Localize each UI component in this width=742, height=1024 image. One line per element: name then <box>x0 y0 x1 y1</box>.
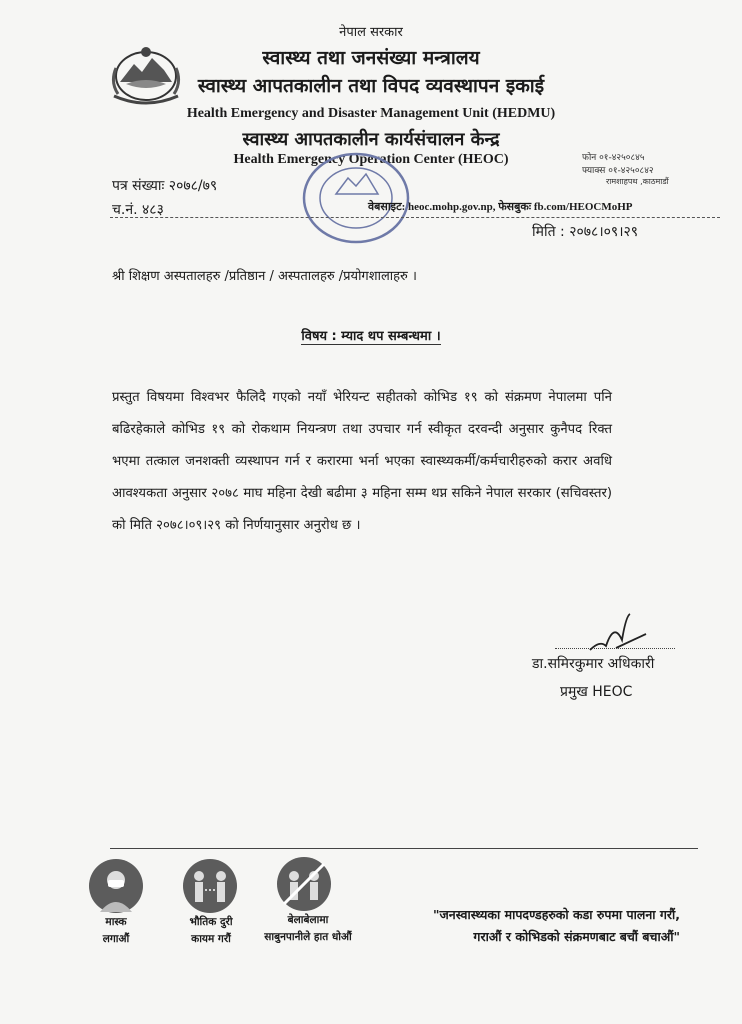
mask-caption-line1: मास्क <box>105 916 127 928</box>
mask-icon <box>88 858 144 914</box>
reference-number: पत्र संख्याः २०७८/७९ <box>112 178 218 194</box>
subject-text: विषय : म्याद थप सम्बन्धमा । <box>301 329 441 344</box>
signature-line <box>555 648 675 649</box>
handwash-caption-line1: बेलाबेलामा <box>287 914 329 926</box>
handwash-caption <box>250 912 366 946</box>
signatory-title: प्रमुख HEOC <box>560 684 633 700</box>
ministry-title: स्वास्थ्य तथा जनसंख्या मन्त्रालय <box>262 47 480 69</box>
office-location: रामशाहपथ ,काठमाडौं <box>606 177 669 186</box>
footer-quote-line2: गराऔं र कोभिडको संक्रमणबाट बचौं बचाऔं" <box>473 929 680 944</box>
subject-line <box>0 326 742 344</box>
unit-title-np: स्वास्थ्य आपतकालीन तथा विपद व्यवस्थापन इकाई <box>197 75 545 97</box>
govt-label: नेपाल सरकार <box>339 25 403 40</box>
fax-number: फ्याक्स ०१-४२५०८४२ <box>582 166 654 176</box>
handwash-caption-line2: साबुनपानीले हात धोऔं <box>264 931 352 943</box>
footer-divider <box>110 848 698 849</box>
signature-mark <box>586 610 650 656</box>
website-line: वेबसाइट: heoc.mohp.gov.np, फेसबुकः fb.com/HEOCMoHP <box>368 201 633 213</box>
footer-quote <box>400 904 680 948</box>
addressee: श्री शिक्षण अस्पतालहरु /प्रतिष्ठान / अस्पतालहरु /प्रयोगशालाहरु । <box>112 269 417 284</box>
letter-body: प्रस्तुत विषयमा विश्वभर फैलिदै गएको नयाँ भेरियन्ट सहीतको कोभिड १९ को संक्रमण नेपालमा पनि बढिरहेकाले कोभिड १९ को रोकथाम नियन्त्रण तथा उपचार गर्न स्वीकृत दरवन्दी अनुसार कुनैपद रिक्त भएमा तत्काल जनशक्ती व्यस्थापन गर्न र करारमा भर्ना भएका स्वास्थ्यकर्मी/कर्मचारीहरुको करार अवधि आवश्यकता अनुसार २०७८ माघ महिना देखी बढीमा ३ महिना सम्म थप्न सकिने नेपाल सरकार (सचिवस्तर) को मिति २०७८।०९।२९ को निर्णयानुसार अनुरोध छ । <box>112 390 612 533</box>
handwash-icon <box>276 856 332 912</box>
distancing-caption-line1: भौतिक दुरी <box>189 916 233 928</box>
mask-caption-line2: लगाऔं <box>102 933 130 945</box>
center-title-np: स्वास्थ्य आपतकालीन कार्यसंचालन केन्द्र <box>242 129 500 150</box>
center-title-en: Health Emergency Operation Center (HEOC) <box>233 152 509 167</box>
distancing-icon <box>182 858 238 914</box>
footer-quote-line1: "जनस्वास्थ्यका मापदण्डहरुको कडा रुपमा पालना गरौं, <box>432 907 680 922</box>
phone-number: फोन ०१-४२५०८४५ <box>582 153 645 163</box>
distancing-caption <box>166 914 256 948</box>
dispatch-number: च.नं. ४८३ <box>112 202 164 218</box>
unit-title-en: Health Emergency and Disaster Management Unit (HEDMU) <box>186 106 556 121</box>
office-stamp-icon <box>296 148 416 248</box>
distancing-caption-line2: कायम गरौं <box>191 933 231 945</box>
letter-date: मिति : २०७८।०९।२९ <box>532 224 639 240</box>
mask-caption <box>76 914 156 948</box>
header-divider <box>110 217 720 218</box>
signatory-name: डा.समिरकुमार अधिकारी <box>532 656 655 672</box>
